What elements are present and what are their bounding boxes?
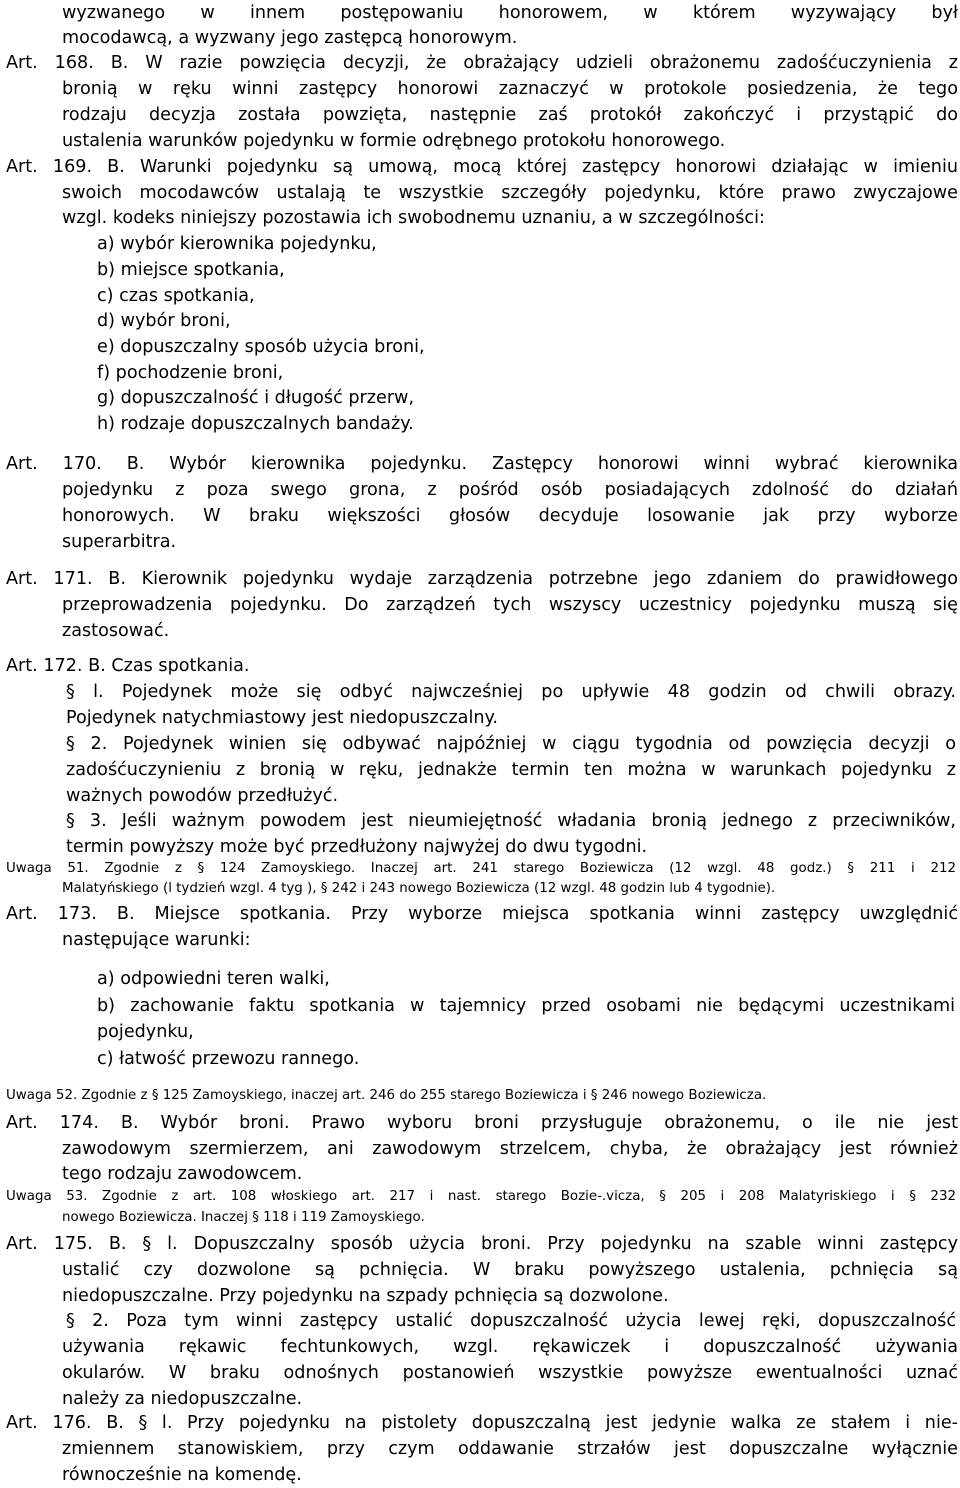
text-line: Pojedynek natychmiastowy jest niedopuszczalny. bbox=[66, 708, 498, 728]
text-line: Art. 171. B. Kierownik pojedynku wydaje zarządzenia potrzebne jego zdaniem do prawidłowego bbox=[6, 569, 958, 589]
text-line: Uwaga 51. Zgodnie z § 124 Zamoyskiego. Inaczej art. 241 starego Boziewicza (12 wzgl. 48 godz.) § 211 i 212 bbox=[6, 861, 956, 876]
text-line: niedopuszczalne. Przy pojedynku na szpady pchnięcia są dozwolone. bbox=[62, 1286, 669, 1306]
text-line: termin powyższy może być przedłużony najwyżej do dwu tygodni. bbox=[66, 837, 648, 857]
text-line: honorowych. W braku większości głosów decyduje losowanie jak przy wyborze bbox=[62, 506, 958, 526]
text-line: tego rodzaju zawodowcem. bbox=[62, 1164, 303, 1184]
text-line: bronią w ręku winni zastępcy honorowi zaznaczyć w protokole posiedzenia, że tego bbox=[62, 79, 958, 99]
text-line: § 3. Jeśli ważnym powodem jest nieumiejętność władania bronią jednego z przeciwników, bbox=[66, 811, 956, 831]
text-line: Art. 174. B. Wybór broni. Prawo wyboru broni przysługuje obrażonemu, o ile nie jest bbox=[6, 1113, 958, 1133]
text-line: zadośćuczynieniu z bronią w ręku, jednakże termin ten można w warunkach pojedynku z bbox=[66, 760, 956, 780]
text-line: c) czas spotkania, bbox=[97, 286, 255, 306]
text-line: ustalenia warunków pojedynku w formie odrębnego protokołu honorowego. bbox=[62, 131, 726, 151]
text-line: okularów. W braku odnośnych postanowień wszystkie powyższe ewentualności uznać bbox=[62, 1363, 958, 1383]
text-line: następujące warunki: bbox=[62, 930, 251, 950]
text-line: mocodawcą, a wyzwany jego zastępcą honorowym. bbox=[62, 28, 518, 48]
text-line: ważnych powodów przedłużyć. bbox=[66, 786, 339, 806]
text-line: Art. 168. B. W razie powzięcia decyzji, że obrażający udzieli obrażonemu zadośćuczynienia z bbox=[6, 53, 958, 73]
text-line: b) zachowanie faktu spotkania w tajemnicy przed osobami nie będącymi uczestnikami bbox=[97, 996, 955, 1016]
text-line: h) rodzaje dopuszczalnych bandaży. bbox=[97, 414, 414, 434]
text-line: § l. Pojedynek może się odbyć najwcześniej po upływie 48 godzin od chwili obrazy. bbox=[66, 682, 956, 702]
text-line: a) wybór kierownika pojedynku, bbox=[97, 234, 377, 254]
text-line: zastosować. bbox=[62, 621, 170, 641]
text-line: Uwaga 53. Zgodnie z art. 108 włoskiego art. 217 i nast. starego Bozie-.vicza, § 205 i 208 Malatyriskiego i § 232 bbox=[6, 1189, 956, 1204]
text-line: Art. 176. B. § l. Przy pojedynku na pistolety dopuszczalną jest jedynie walka ze stałem i nie- bbox=[6, 1413, 958, 1433]
text-line: e) dopuszczalny sposób użycia broni, bbox=[97, 337, 425, 357]
text-line: § 2. Poza tym winni zastępcy ustalić dopuszczalność użycia lewej ręki, dopuszczalność bbox=[66, 1311, 956, 1331]
text-line: Art. 169. B. Warunki pojedynku są umową, mocą której zastępcy honorowi działając w imieniu bbox=[6, 157, 958, 177]
text-line: Art. 170. B. Wybór kierownika pojedynku. Zastępcy honorowi winni wybrać kierownika bbox=[6, 454, 958, 474]
text-line: ustalić czy dozwolone są pchnięcia. W braku powyższego ustalenia, pchnięcia są bbox=[62, 1260, 958, 1280]
text-line: równocześnie na komendę. bbox=[62, 1465, 302, 1485]
text-line: § 2. Pojedynek winien się odbywać najpóźniej w ciągu tygodnia od powzięcia decyzji o bbox=[66, 734, 956, 754]
text-line: a) odpowiedni teren walki, bbox=[97, 969, 330, 989]
text-line: Art. 173. B. Miejsce spotkania. Przy wyborze miejsca spotkania winni zastępcy uwzględnić bbox=[6, 904, 958, 924]
text-line: d) wybór broni, bbox=[97, 311, 231, 331]
text-line: rodzaju decyzja została powzięta, następnie zaś protokół zakończyć i przystąpić do bbox=[62, 105, 958, 125]
text-line: Malatyńskiego (l tydzień wzgl. 4 tyg ), § 242 i 243 nowego Boziewicza (12 wzgl. 48 godzin lub 4 tygodnie). bbox=[62, 881, 776, 896]
text-line: zmiennem stanowiskiem, przy czym oddawanie strzałów jest dopuszczalne wyłącznie bbox=[62, 1439, 958, 1459]
text-line: Uwaga 52. Zgodnie z § 125 Zamoyskiego, inaczej art. 246 do 255 starego Boziewicza i § 246 nowego Boziewicza. bbox=[6, 1088, 767, 1103]
text-line: g) dopuszczalność i długość przerw, bbox=[97, 388, 415, 408]
text-line: superarbitra. bbox=[62, 532, 177, 552]
text-line: zawodowym szermierzem, ani zawodowym strzelcem, chyba, że obrażający jest również bbox=[62, 1139, 958, 1159]
text-line: c) łatwość przewozu rannego. bbox=[97, 1049, 360, 1069]
text-line: f) pochodzenie broni, bbox=[97, 363, 284, 383]
text-line: pojedynku, bbox=[97, 1022, 194, 1042]
text-line: nowego Boziewicza. Inaczej § 118 i 119 Zamoyskiego. bbox=[62, 1210, 425, 1225]
text-line: b) miejsce spotkania, bbox=[97, 260, 285, 280]
text-line: wyzwanego w innem postępowaniu honorowem, w którem wyzywający był bbox=[62, 3, 958, 23]
text-line: pojedynku z poza swego grona, z pośród osób posiadających zdolność do działań bbox=[62, 480, 958, 500]
text-line: przeprowadzenia pojedynku. Do zarządzeń tych wszyscy uczestnicy pojedynku muszą się bbox=[62, 595, 958, 615]
text-line: Art. 172. B. Czas spotkania. bbox=[6, 656, 250, 676]
text-line: używania rękawic fechtunkowych, wzgl. rękawiczek i dopuszczalność używania bbox=[62, 1337, 958, 1357]
text-line: wzgl. kodeks niniejszy pozostawia ich swobodnemu uznaniu, a w szczególności: bbox=[62, 208, 765, 228]
text-line: należy za niedopuszczalne. bbox=[62, 1389, 303, 1409]
text-line: swoich mocodawców ustalają te wszystkie szczegóły pojedynku, które prawo zwyczajowe bbox=[62, 183, 958, 203]
text-line: Art. 175. B. § l. Dopuszczalny sposób użycia broni. Przy pojedynku na szable winni zastępcy bbox=[6, 1234, 958, 1254]
